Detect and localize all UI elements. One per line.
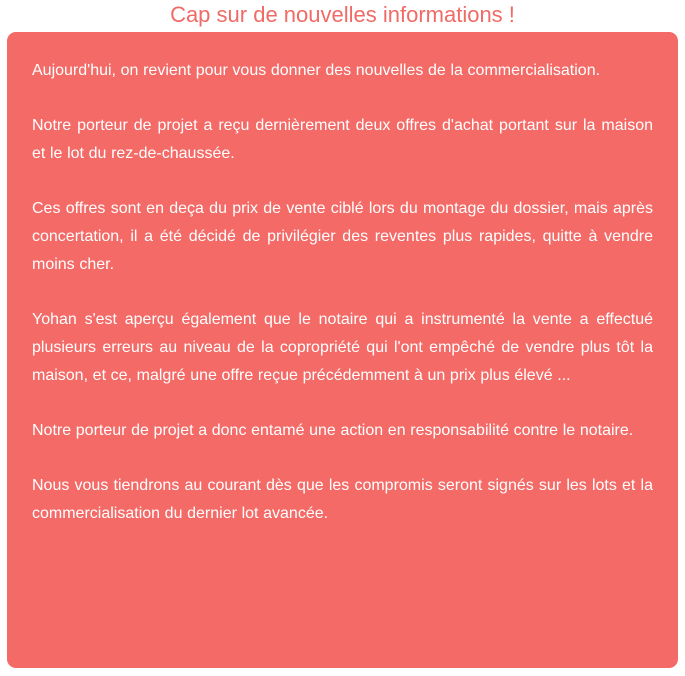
paragraph-next-update: Nous vous tiendrons au courant dès que les compromis seront signés sur les lots et la commercialisation du dernier lot avancée.	[32, 477, 653, 522]
paragraph-commercialisation-intro: Aujourd'hui, on revient pour vous donner des nouvelles de la commercialisation.	[32, 62, 601, 79]
news-card	[7, 32, 678, 668]
paragraph-notary-errors: Yohan s'est aperçu également que le notaire qui a instrumenté la vente a effectué plusieurs erreurs au niveau de la copropriété qui l'ont empêché de vendre plus tôt la maison, et ce, malgré une offre reçue précédemment à un prix plus élevé ...	[32, 311, 653, 384]
paragraph-legal-action: Notre porteur de projet a donc entamé une action en responsabilité contre le notaire.	[32, 422, 634, 439]
page-title: Cap sur de nouvelles informations !	[170, 2, 515, 27]
paragraph-offers-received: Notre porteur de projet a reçu dernièrement deux offres d'achat portant sur la maison et le lot du rez-de-chaussée.	[32, 117, 653, 162]
paragraph-price-decision: Ces offres sont en deça du prix de vente ciblé lors du montage du dossier, mais après concertation, il a été décidé de privilégier des reventes plus rapides, quitte à vendre moins cher.	[32, 200, 653, 273]
